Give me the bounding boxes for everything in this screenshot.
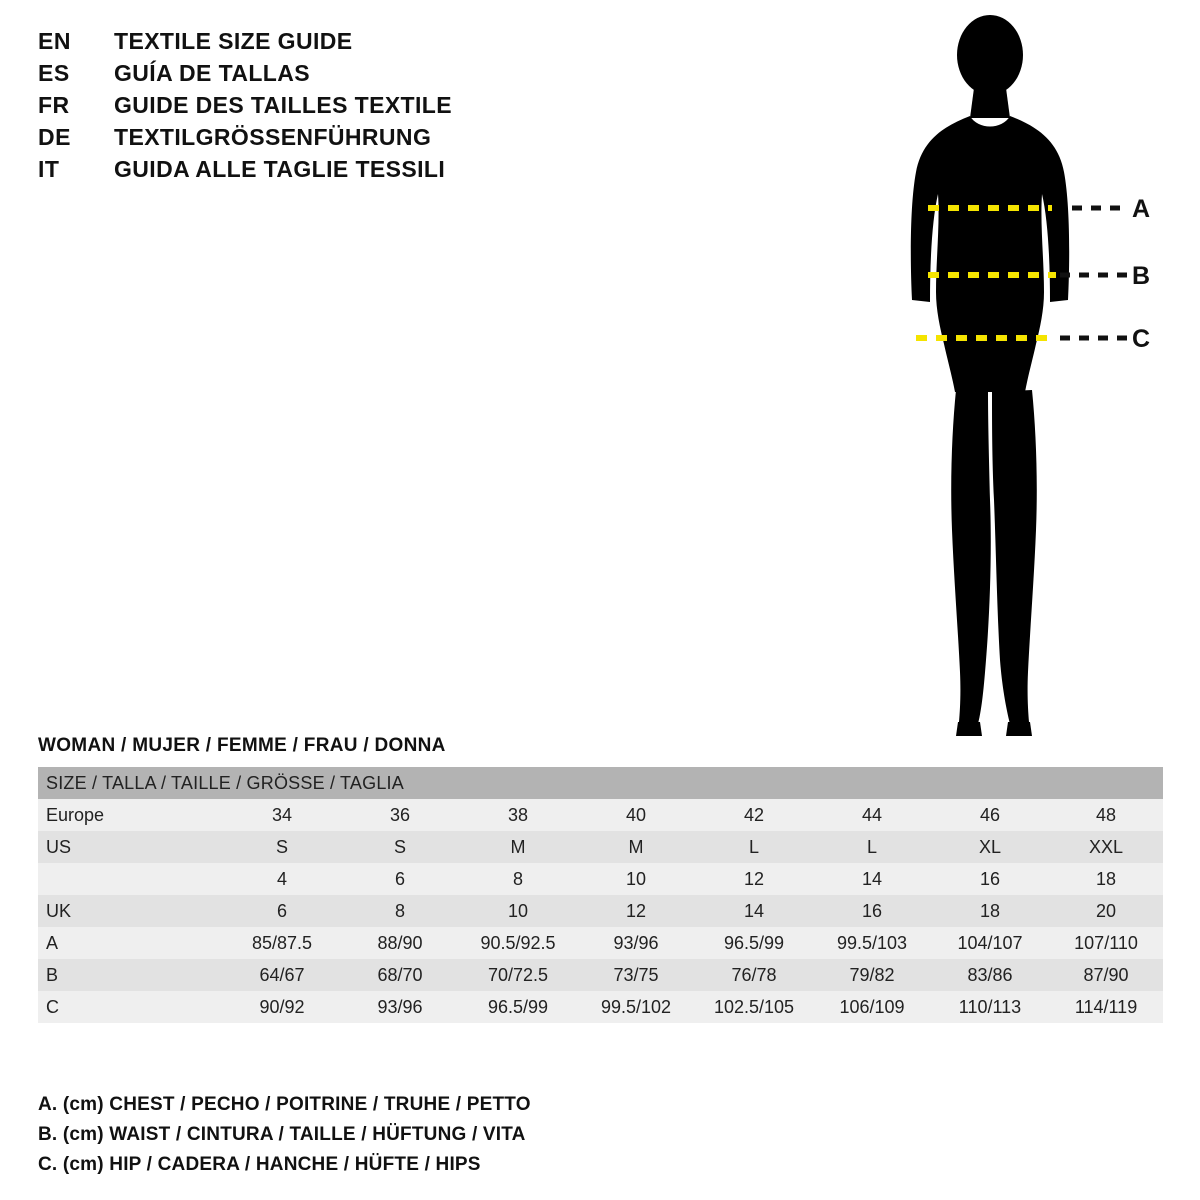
language-title: TEXTILE SIZE GUIDE: [114, 28, 353, 54]
size-table: [38, 767, 1163, 1023]
table-section-label: WOMAN / MUJER / FEMME / FRAU / DONNA: [38, 735, 446, 756]
cell: 68/70: [341, 959, 459, 991]
row-label: A: [38, 927, 223, 959]
cell: 6: [341, 863, 459, 895]
cell: 20: [1049, 895, 1163, 927]
language-code: EN: [38, 28, 71, 54]
cell: 18: [931, 895, 1049, 927]
cell: 64/67: [223, 959, 341, 991]
cell: 79/82: [813, 959, 931, 991]
language-title: GUIDE DES TAILLES TEXTILE: [114, 92, 452, 118]
cell: 83/86: [931, 959, 1049, 991]
cell: L: [695, 831, 813, 863]
row-label: US: [38, 831, 223, 863]
cell: 8: [459, 863, 577, 895]
measurement-legend: [38, 1090, 938, 1180]
cell: 88/90: [341, 927, 459, 959]
cell: 70/72.5: [459, 959, 577, 991]
cell: 104/107: [931, 927, 1049, 959]
language-title: GUIDA ALLE TAGLIE TESSILI: [114, 156, 446, 182]
row-label: [38, 863, 223, 895]
cell: 90.5/92.5: [459, 927, 577, 959]
cell: 42: [695, 799, 813, 831]
row-label: B: [38, 959, 223, 991]
table-row: [38, 831, 1163, 863]
cell: 14: [813, 863, 931, 895]
cell: 10: [577, 863, 695, 895]
cell: XXL: [1049, 831, 1163, 863]
cell: XL: [931, 831, 1049, 863]
cell: 93/96: [341, 991, 459, 1023]
language-code: ES: [38, 60, 70, 86]
cell: M: [577, 831, 695, 863]
cell: 40: [577, 799, 695, 831]
row-label: Europe: [38, 799, 223, 831]
table-row: [38, 927, 1163, 959]
table-row: [38, 895, 1163, 927]
language-title: GUÍA DE TALLAS: [114, 60, 310, 86]
cell: 73/75: [577, 959, 695, 991]
cell: 4: [223, 863, 341, 895]
cell: 48: [1049, 799, 1163, 831]
cell: 96.5/99: [695, 927, 813, 959]
legend-line-b: B. (cm) WAIST / CINTURA / TAILLE / HÜFTUNG / VITA: [38, 1124, 526, 1145]
female-silhouette-icon: [860, 10, 1190, 750]
cell: 36: [341, 799, 459, 831]
legend-line-c: C. (cm) HIP / CADERA / HANCHE / HÜFTE / HIPS: [38, 1154, 481, 1175]
measure-marker-a: A: [1132, 195, 1151, 223]
language-row: [38, 60, 658, 92]
table-row: [38, 863, 1163, 895]
language-code: FR: [38, 92, 70, 118]
language-code: IT: [38, 156, 60, 182]
language-row: [38, 28, 658, 60]
cell: 76/78: [695, 959, 813, 991]
cell: M: [459, 831, 577, 863]
language-row: [38, 124, 658, 156]
cell: S: [341, 831, 459, 863]
cell: 38: [459, 799, 577, 831]
cell: 93/96: [577, 927, 695, 959]
cell: L: [813, 831, 931, 863]
cell: 6: [223, 895, 341, 927]
cell: 34: [223, 799, 341, 831]
table-header-title: SIZE / TALLA / TAILLE / GRÖSSE / TAGLIA: [38, 767, 1163, 799]
cell: 10: [459, 895, 577, 927]
table-row: [38, 799, 1163, 831]
measure-marker-c: C: [1132, 325, 1151, 353]
cell: 44: [813, 799, 931, 831]
measure-marker-b: B: [1132, 262, 1151, 290]
legend-line-a: A. (cm) CHEST / PECHO / POITRINE / TRUHE / PETTO: [38, 1094, 531, 1115]
cell: 102.5/105: [695, 991, 813, 1023]
cell: 16: [931, 863, 1049, 895]
language-title-list: [38, 28, 658, 188]
cell: 18: [1049, 863, 1163, 895]
language-code: DE: [38, 124, 71, 150]
cell: S: [223, 831, 341, 863]
cell: 106/109: [813, 991, 931, 1023]
table-header-row: [38, 767, 1163, 799]
cell: 99.5/103: [813, 927, 931, 959]
cell: 85/87.5: [223, 927, 341, 959]
cell: 96.5/99: [459, 991, 577, 1023]
cell: 16: [813, 895, 931, 927]
size-table-section: [38, 735, 1163, 1023]
row-label: UK: [38, 895, 223, 927]
table-row: [38, 959, 1163, 991]
cell: 87/90: [1049, 959, 1163, 991]
cell: 14: [695, 895, 813, 927]
cell: 99.5/102: [577, 991, 695, 1023]
cell: 107/110: [1049, 927, 1163, 959]
cell: 90/92: [223, 991, 341, 1023]
row-label: C: [38, 991, 223, 1023]
cell: 46: [931, 799, 1049, 831]
cell: 110/113: [931, 991, 1049, 1023]
body-measurement-figure: [860, 10, 1190, 750]
cell: 12: [577, 895, 695, 927]
language-row: [38, 156, 658, 188]
language-row: [38, 92, 658, 124]
cell: 12: [695, 863, 813, 895]
cell: 114/119: [1049, 991, 1163, 1023]
language-title: TEXTILGRÖSSENFÜHRUNG: [114, 124, 432, 150]
cell: 8: [341, 895, 459, 927]
table-row: [38, 991, 1163, 1023]
